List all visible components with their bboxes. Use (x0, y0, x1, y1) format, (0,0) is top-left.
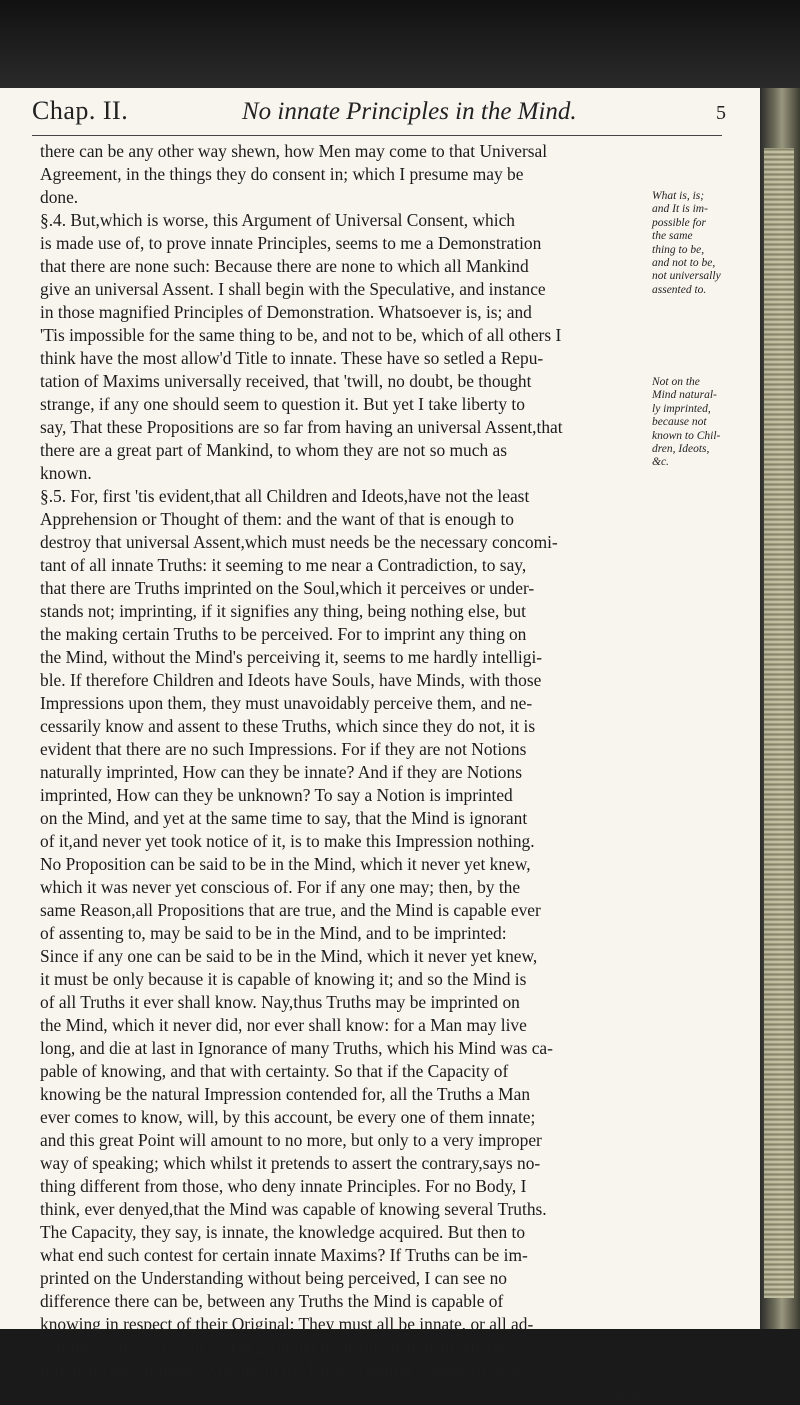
body-text (40, 140, 645, 1405)
text-line: is made use of, to prove innate Principles, seems to me a Demonstration (40, 233, 542, 253)
page-number: 5 (716, 102, 726, 124)
page-header (32, 96, 732, 140)
text-line: think, ever denyed,that the Mind was capable of knowing several Truths. (40, 1199, 547, 1219)
text-line: thing different from those, who deny innate Principles. For no Body, I (40, 1176, 527, 1196)
text-line: §.4. But,which is worse, this Argument of Universal Consent, which (40, 210, 515, 230)
margin-note-line: not universally (652, 270, 721, 283)
margin-note-line: because not (652, 416, 707, 429)
text-line: of assenting to, may be said to be in the Mind, and to be imprinted: (40, 923, 507, 943)
text-line: Apprehension or Thought of them: and the want of that is enough to (40, 509, 514, 529)
margin-note-line: What is, is; (652, 190, 705, 202)
text-line: The Capacity, they say, is innate, the knowledge acquired. But then to (40, 1222, 526, 1242)
margin-note-line: and not to be, (652, 257, 716, 270)
text-line: evident that there are no such Impressions. For if they are not Notions (40, 739, 527, 759)
text-line: in those magnified Principles of Demonstration. Whatsoever is, is; and (40, 302, 532, 322)
text-line: Agreement, in the things they do consent in; which I presume may be (40, 164, 524, 184)
margin-note-line: assented to. (652, 283, 707, 296)
text-line: No Proposition can be said to be in the Mind, which it never yet knew, (40, 854, 531, 874)
text-line: pable of knowing, and that with certainty. So that if the Capacity of (40, 1061, 509, 1081)
text-line: tant of all innate Truths: it seeming to me near a Contradiction, to say, (40, 555, 527, 575)
text-line: 'Tis impossible for the same thing to be, and not to be, which of all others I (40, 325, 562, 345)
text-line: ble. If therefore Children and Ideots have Souls, have Minds, with those (40, 670, 542, 690)
margin-note-1 (652, 190, 732, 297)
text-line: the making certain Truths to be perceived. For to imprint any thing on (40, 624, 527, 644)
text-line: Since if any one can be said to be in the Mind, which it never yet knew, (40, 946, 538, 966)
text-line: and this great Point will amount to no more, but only to a very improper (40, 1130, 542, 1150)
text-line: knowing in respect of their Original: They must all be innate, or all ad- (40, 1314, 534, 1334)
text-line: it must be only because it is capable of knowing it; and so the Mind is (40, 969, 527, 989)
text-line: the Mind, without the Mind's perceiving it, seems to me hardly intelligi- (40, 647, 543, 667)
text-line: of it,and never yet took notice of it, is to make this Impression nothing. (40, 831, 535, 851)
text-line: tend (615, 1383, 645, 1403)
text-line: cessarily know and assent to these Truths, which since they do not, it is (40, 716, 536, 736)
text-line: long, and die at last in Ignorance of many Truths, which his Mind was ca- (40, 1038, 553, 1058)
margin-note-line: possible for (652, 216, 706, 229)
margin-note-line: thing to be, (652, 243, 705, 256)
text-line: difference there can be, between any Truths the Mind is capable of (40, 1291, 504, 1311)
text-line: done. (40, 187, 79, 207)
text-line: tation of Maxims universally received, that 'twill, no doubt, be thought (40, 371, 532, 391)
text-line: Impressions upon them, they must unavoidably perceive them, and ne- (40, 693, 533, 713)
text-line: naturally imprinted, How can they be innate? And if they are Notions (40, 762, 522, 782)
text-line: think have the most allow'd Title to innate. These have so setled a Repu- (40, 348, 544, 368)
header-rule (32, 135, 722, 136)
margin-note-2 (652, 376, 732, 470)
text-line: printed on the Understanding without being perceived, I can see no (40, 1268, 507, 1288)
text-line: ever comes to know, will, by this account, be every one of them innate; (40, 1107, 536, 1127)
margin-note-line: and It is im- (652, 203, 708, 216)
text-line: the Mind, which it never did, nor ever shall know: for a Man may live (40, 1015, 527, 1035)
margin-note-line: &c. (652, 456, 669, 469)
margin-note-line: Not on the (652, 376, 700, 388)
text-line: of all Truths it ever shall know. Nay,thus Truths may be imprinted on (40, 992, 520, 1012)
scan-top-shadow (0, 0, 800, 88)
text-line: fore that talks of innate Notions in the Understanding, cannot (if he in- (40, 1360, 532, 1380)
book-edge (760, 88, 800, 1329)
text-line: strange, if any one should seem to question it. But yet I take liberty to (40, 394, 525, 414)
text-line: way of speaking; which whilst it pretends to assert the contrary,says no- (40, 1153, 541, 1173)
text-line: stands not; imprinting, if it signifies any thing, being nothing else, but (40, 601, 526, 621)
text-line: what end such contest for certain innate Maxims? If Truths can be im- (40, 1245, 528, 1265)
text-line: known. (40, 463, 92, 483)
text-line: which it was never yet conscious of. For if any one may; then, by the (40, 877, 521, 897)
margin-note-line: known to Chil- (652, 429, 721, 442)
text-line: §.5. For, first 'tis evident,that all Children and Ideots,have not the least (40, 486, 530, 506)
text-line: knowing be the natural Impression contended for, all the Truths a Man (40, 1084, 531, 1104)
text-line: same Reason,all Propositions that are true, and the Mind is capable ever (40, 900, 541, 920)
chapter-label: Chap. II. (32, 96, 129, 125)
text-line: there are a great part of Mankind, to whom they are not so much as (40, 440, 507, 460)
margin-note-line: dren, Ideots, (652, 443, 710, 456)
text-line: say, That these Propositions are so far from having an universal Assent,that (40, 417, 563, 437)
text-line: give an universal Assent. I shall begin with the Speculative, and instance (40, 279, 546, 299)
text-line: that there are none such: Because there are none to which all Mankind (40, 256, 529, 276)
text-line: that there are Truths imprinted on the Soul,which it perceives or under- (40, 578, 535, 598)
margin-note-line: Mind natural- (652, 389, 717, 402)
text-line: destroy that universal Assent,which must needs be the necessary concomi- (40, 532, 558, 552)
page-edges (764, 148, 794, 1298)
text-line: there can be any other way shewn, how Men may come to that Universal (40, 141, 548, 161)
running-title: No innate Principles in the Mind. (242, 98, 577, 125)
text-line: imprinted, How can they be unknown? To say a Notion is imprinted (40, 785, 513, 805)
text-line: ventitious: In vain shall a Man go about to distinguish them. He there- (40, 1337, 529, 1357)
margin-note-line: ly imprinted, (652, 402, 711, 415)
text-line: on the Mind, and yet at the same time to say, that the Mind is ignorant (40, 808, 528, 828)
margin-note-line: the same (652, 230, 693, 243)
